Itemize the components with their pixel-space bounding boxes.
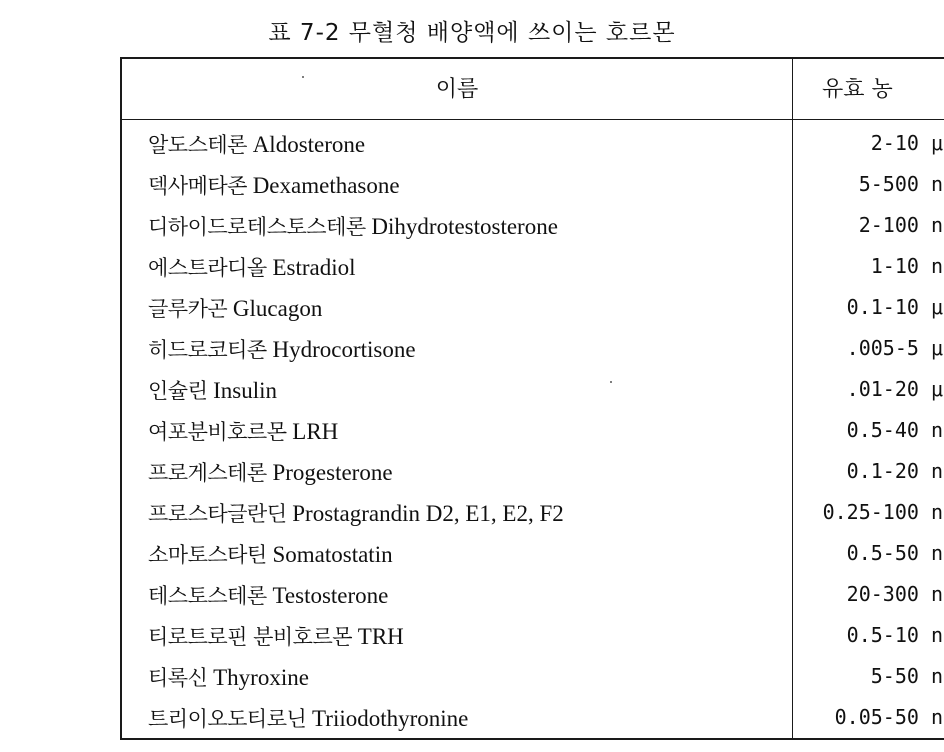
hormone-name-korean: 티록신 bbox=[148, 666, 208, 690]
table-row bbox=[122, 656, 944, 697]
hormone-name-cell bbox=[148, 580, 388, 610]
table-caption: 표 7-2 무혈청 배양액에 쓰이는 호르몬 bbox=[268, 20, 676, 46]
effective-concentration-cell: 0.5-10 n bbox=[846, 623, 943, 647]
effective-concentration-cell: 20-300 n bbox=[846, 582, 943, 606]
hormone-name-korean: 여포분비호르몬 bbox=[148, 420, 287, 444]
scan-speck bbox=[610, 381, 612, 383]
hormone-name-cell bbox=[148, 416, 338, 446]
table-row bbox=[122, 205, 944, 246]
hormone-name-cell bbox=[148, 375, 277, 405]
table-row bbox=[122, 328, 944, 369]
table-row bbox=[122, 615, 944, 656]
table-row bbox=[122, 697, 944, 738]
hormone-name-english: Testosterone bbox=[272, 583, 389, 608]
hormone-name-korean: 소마토스타틴 bbox=[148, 543, 267, 567]
hormone-name-cell bbox=[148, 293, 322, 323]
table-body bbox=[122, 123, 944, 738]
effective-concentration-cell: 5-500 n bbox=[858, 172, 943, 196]
hormone-name-english: Progesterone bbox=[272, 460, 393, 485]
hormone-name-korean: 테스토스테론 bbox=[148, 584, 267, 608]
hormone-name-cell bbox=[148, 334, 416, 364]
hormone-name-english: Insulin bbox=[213, 378, 277, 403]
hormone-name-english: Hydrocortisone bbox=[272, 337, 416, 362]
table-row bbox=[122, 287, 944, 328]
hormone-name-cell bbox=[148, 252, 356, 282]
hormone-name-english: Glucagon bbox=[232, 296, 323, 321]
hormone-name-english: Dihydrotestosterone bbox=[371, 214, 558, 239]
table-row bbox=[122, 492, 944, 533]
hormone-name-cell bbox=[148, 662, 309, 692]
hormone-name-english: Thyroxine bbox=[213, 665, 309, 690]
effective-concentration-cell: 0.25-100 n bbox=[822, 500, 943, 524]
hormone-name-english: Dexamethasone bbox=[252, 173, 400, 198]
table-row bbox=[122, 451, 944, 492]
hormone-name-cell bbox=[148, 457, 393, 487]
effective-concentration-cell: 0.5-40 n bbox=[846, 418, 943, 442]
hormone-name-english: Estradiol bbox=[272, 255, 356, 280]
table-row bbox=[122, 123, 944, 164]
table-row bbox=[122, 533, 944, 574]
effective-concentration-cell: 5-50 n bbox=[870, 664, 943, 688]
hormone-name-korean: 프로게스테론 bbox=[148, 461, 267, 485]
hormone-name-english: Prostagrandin D2, E1, E2, F2 bbox=[292, 501, 564, 526]
hormone-name-english: Aldosterone bbox=[252, 132, 366, 157]
effective-concentration-cell: 0.1-20 n bbox=[846, 459, 943, 483]
hormone-name-korean: 글루카곤 bbox=[148, 297, 228, 321]
hormone-name-korean: 프로스타글란딘 bbox=[148, 502, 287, 526]
header-name: 이름 bbox=[435, 77, 479, 102]
hormone-name-korean: 히드로코티존 bbox=[148, 338, 267, 362]
hormone-name-cell bbox=[148, 129, 365, 159]
hormone-name-english: Somatostatin bbox=[272, 542, 393, 567]
hormone-name-cell bbox=[148, 621, 404, 651]
table-row bbox=[122, 246, 944, 287]
hormone-name-english: LRH bbox=[292, 419, 339, 444]
hormone-name-cell bbox=[148, 539, 393, 569]
hormone-table bbox=[120, 57, 944, 740]
hormone-name-korean: 티로트로핀 분비호르몬 bbox=[148, 625, 353, 649]
effective-concentration-cell: 2-100 n bbox=[858, 213, 943, 237]
table-row bbox=[122, 410, 944, 451]
hormone-name-korean: 덱사메타존 bbox=[148, 174, 247, 198]
effective-concentration-cell: 1-10 n bbox=[870, 254, 943, 278]
hormone-name-korean: 트리이오도티로닌 bbox=[148, 707, 307, 731]
effective-concentration-cell: 0.1-10 μ bbox=[846, 295, 943, 319]
hormone-name-english: Triiodothyronine bbox=[312, 706, 469, 731]
table-row bbox=[122, 164, 944, 205]
scan-speck bbox=[302, 76, 304, 78]
hormone-name-korean: 인슐린 bbox=[148, 379, 208, 403]
effective-concentration-cell: .01-20 μ bbox=[846, 377, 943, 401]
table-row bbox=[122, 574, 944, 615]
hormone-name-cell bbox=[148, 170, 400, 200]
header-effective-concentration: 유효 농 bbox=[822, 77, 893, 102]
hormone-name-cell bbox=[148, 498, 564, 528]
header-rule bbox=[122, 119, 944, 120]
hormone-name-korean: 알도스테론 bbox=[148, 133, 247, 157]
table-row bbox=[122, 369, 944, 410]
hormone-name-cell bbox=[148, 211, 558, 241]
effective-concentration-cell: 0.05-50 n bbox=[834, 705, 943, 729]
hormone-name-english: TRH bbox=[357, 624, 404, 649]
effective-concentration-cell: 2-10 μ bbox=[870, 131, 943, 155]
hormone-name-korean: 디하이드로테스토스테론 bbox=[148, 215, 366, 239]
effective-concentration-cell: .005-5 μ bbox=[846, 336, 943, 360]
hormone-name-cell bbox=[148, 703, 468, 733]
effective-concentration-cell: 0.5-50 n bbox=[846, 541, 943, 565]
hormone-name-korean: 에스트라디올 bbox=[148, 256, 267, 280]
